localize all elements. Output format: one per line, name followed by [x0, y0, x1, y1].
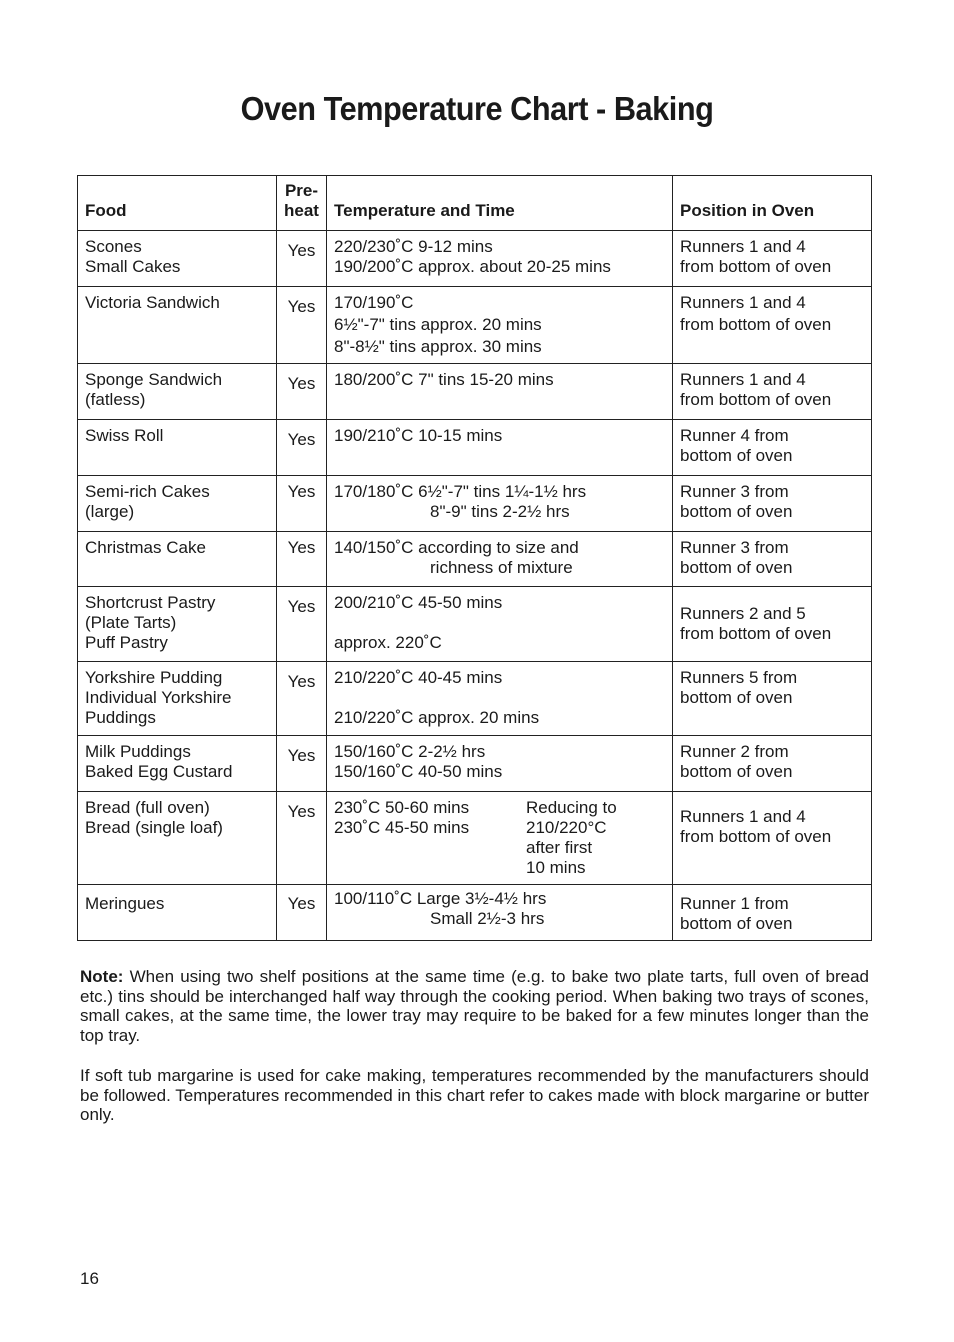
header-preheat: [277, 176, 327, 231]
position-line: bottom of oven: [680, 914, 793, 933]
food-cell: [78, 287, 277, 364]
food-name: Baked Egg Custard: [85, 762, 233, 781]
food-cell: [78, 885, 277, 941]
food-cell: [78, 736, 277, 792]
food-name: Semi-rich Cakes: [85, 482, 210, 501]
temperature-line: 170/190˚C: [334, 293, 414, 312]
food-name: Milk Puddings: [85, 742, 191, 761]
position-cell: [673, 420, 872, 476]
preheat-cell: Yes: [277, 231, 327, 287]
temperature-line: 190/200˚C approx. about 20-25 mins: [334, 257, 611, 276]
preheat-cell: Yes: [277, 885, 327, 941]
table-row: [78, 364, 872, 420]
food-name: Victoria Sandwich: [85, 293, 220, 312]
food-name: Christmas Cake: [85, 538, 206, 557]
position-line: from bottom of oven: [680, 390, 832, 409]
header-preheat-line2: heat: [284, 201, 319, 220]
food-name: Yorkshire Pudding: [85, 668, 223, 687]
position-line: Runners 2 and 5: [680, 604, 806, 623]
temperature-line: approx. 220˚C: [334, 633, 442, 652]
temperature-cell: [327, 231, 673, 287]
position-line: Runners 1 and 4: [680, 237, 806, 256]
temperature-note-line: 10 mins: [526, 858, 586, 877]
position-line: Runners 1 and 4: [680, 370, 806, 389]
position-line: bottom of oven: [680, 502, 793, 521]
temperature-note-line: 210/220°C: [526, 818, 607, 837]
food-name: Bread (single loaf): [85, 818, 223, 837]
temperature-cell: [327, 662, 673, 736]
food-name: (fatless): [85, 390, 146, 409]
note-label: Note:: [80, 967, 124, 986]
food-cell: [78, 532, 277, 587]
position-line: Runner 1 from: [680, 894, 789, 913]
temperature-cell: [327, 476, 673, 532]
temperature-line: 100/110˚C Large 3½-4½ hrs: [334, 889, 547, 908]
temperature-line: 140/150˚C according to size and: [334, 538, 579, 557]
position-line: Runners 1 and 4: [680, 293, 806, 312]
temperature-line: 230˚C 50-60 mins: [334, 798, 470, 817]
margarine-paragraph: If soft tub margarine is used for cake making, temperatures recommended by the manufacturers should be followed. Temperatures recommended in this chart refer to cakes made with block margarine or butter only.: [80, 1066, 869, 1125]
position-line: from bottom of oven: [680, 827, 832, 846]
position-line: Runner 3 from: [680, 538, 789, 557]
food-name: Puff Pastry: [85, 633, 168, 652]
food-cell: [78, 792, 277, 885]
position-cell: [673, 287, 872, 364]
position-line: from bottom of oven: [680, 257, 832, 276]
position-line: Runners 1 and 4: [680, 807, 806, 826]
table-row: [78, 532, 872, 587]
preheat-cell: Yes: [277, 736, 327, 792]
temperature-line: 220/230˚C 9-12 mins: [334, 237, 493, 256]
header-food: Food: [78, 176, 277, 231]
position-line: Runner 2 from: [680, 742, 789, 761]
food-name: Shortcrust Pastry: [85, 593, 216, 612]
table-row: [78, 792, 872, 885]
temperature-note-line: Reducing to: [526, 798, 617, 817]
position-line: bottom of oven: [680, 688, 793, 707]
food-cell: [78, 231, 277, 287]
position-line: bottom of oven: [680, 762, 793, 781]
food-cell: [78, 476, 277, 532]
temperature-cell: [327, 792, 673, 885]
temperature-line: 150/160˚C 2-2½ hrs: [334, 742, 486, 761]
position-line: Runner 3 from: [680, 482, 789, 501]
temperature-cell: [327, 885, 673, 941]
table-row: [78, 587, 872, 662]
temperature-line: 200/210˚C 45-50 mins: [334, 593, 503, 612]
note-paragraph: [80, 967, 869, 1045]
food-name: (Plate Tarts): [85, 613, 177, 632]
table-header-row: [78, 176, 872, 231]
table-row: [78, 476, 872, 532]
position-cell: [673, 364, 872, 420]
temperature-cell: [327, 420, 673, 476]
temperature-line: 8"-9" tins 2-2½ hrs: [430, 502, 570, 521]
temperature-line: richness of mixture: [430, 558, 573, 577]
table-row: [78, 736, 872, 792]
temperature-cell: [327, 532, 673, 587]
position-line: Runners 5 from: [680, 668, 798, 687]
table-row: [78, 287, 872, 364]
page-number: 16: [80, 1269, 99, 1288]
position-cell: [673, 662, 872, 736]
food-name: Meringues: [85, 894, 165, 913]
temperature-cell: [327, 587, 673, 662]
position-line: Runner 4 from: [680, 426, 789, 445]
temperature-line: 230˚C 45-50 mins: [334, 818, 470, 837]
position-line: from bottom of oven: [680, 315, 832, 334]
temperature-line: 190/210˚C 10-15 mins: [334, 426, 503, 445]
position-cell: [673, 792, 872, 885]
baking-chart-table: [77, 175, 872, 941]
position-cell: [673, 231, 872, 287]
position-cell: [673, 476, 872, 532]
food-name: Bread (full oven): [85, 798, 210, 817]
food-cell: [78, 662, 277, 736]
preheat-cell: Yes: [277, 662, 327, 736]
note-text: When using two shelf positions at the same time (e.g. to bake two plate tarts, full oven of bread etc.) tins should be interchanged half way through the cooking period. When baking two trays of scones, small cakes, at the same time, the lower tray may require to be baked for a few minutes longer than the top tray.: [80, 967, 869, 1045]
header-position: Position in Oven: [673, 176, 872, 231]
temperature-line: 150/160˚C 40-50 mins: [334, 762, 503, 781]
preheat-cell: Yes: [277, 364, 327, 420]
preheat-cell: Yes: [277, 532, 327, 587]
table-row: [78, 231, 872, 287]
header-temperature: Temperature and Time: [327, 176, 673, 231]
food-name: Individual Yorkshire: [85, 688, 232, 707]
position-cell: [673, 885, 872, 941]
temperature-cell: [327, 287, 673, 364]
preheat-cell: Yes: [277, 792, 327, 885]
food-cell: [78, 587, 277, 662]
temperature-line: 210/220˚C 40-45 mins: [334, 668, 503, 687]
temperature-line: 170/180˚C 6½"-7" tins 1¼-1½ hrs: [334, 482, 587, 501]
temperature-line: 180/200˚C 7" tins 15-20 mins: [334, 370, 554, 389]
temperature-line: Small 2½-3 hrs: [430, 909, 545, 928]
position-cell: [673, 532, 872, 587]
temperature-note-line: after first: [526, 838, 593, 857]
position-cell: [673, 736, 872, 792]
table-row: [78, 885, 872, 941]
temperature-line: 210/220˚C approx. 20 mins: [334, 708, 540, 727]
table-row: [78, 662, 872, 736]
position-line: bottom of oven: [680, 446, 793, 465]
food-name: (large): [85, 502, 135, 521]
food-name: Sponge Sandwich: [85, 370, 223, 389]
table-row: [78, 420, 872, 476]
food-name: Scones: [85, 237, 142, 256]
position-line: from bottom of oven: [680, 624, 832, 643]
page-title: Oven Temperature Chart - Baking: [240, 90, 714, 127]
preheat-cell: Yes: [277, 420, 327, 476]
preheat-cell: Yes: [277, 287, 327, 364]
header-preheat-line1: Pre-: [284, 181, 319, 200]
food-cell: [78, 420, 277, 476]
position-line: bottom of oven: [680, 558, 793, 577]
food-name: Swiss Roll: [85, 426, 164, 445]
food-name: Small Cakes: [85, 257, 181, 276]
temperature-line: 8"-8½" tins approx. 30 mins: [334, 337, 542, 356]
preheat-cell: Yes: [277, 476, 327, 532]
food-name: Puddings: [85, 708, 156, 727]
food-cell: [78, 364, 277, 420]
temperature-line: 6½"-7" tins approx. 20 mins: [334, 315, 542, 334]
position-cell: [673, 587, 872, 662]
temperature-cell: [327, 736, 673, 792]
temperature-cell: [327, 364, 673, 420]
preheat-cell: Yes: [277, 587, 327, 662]
